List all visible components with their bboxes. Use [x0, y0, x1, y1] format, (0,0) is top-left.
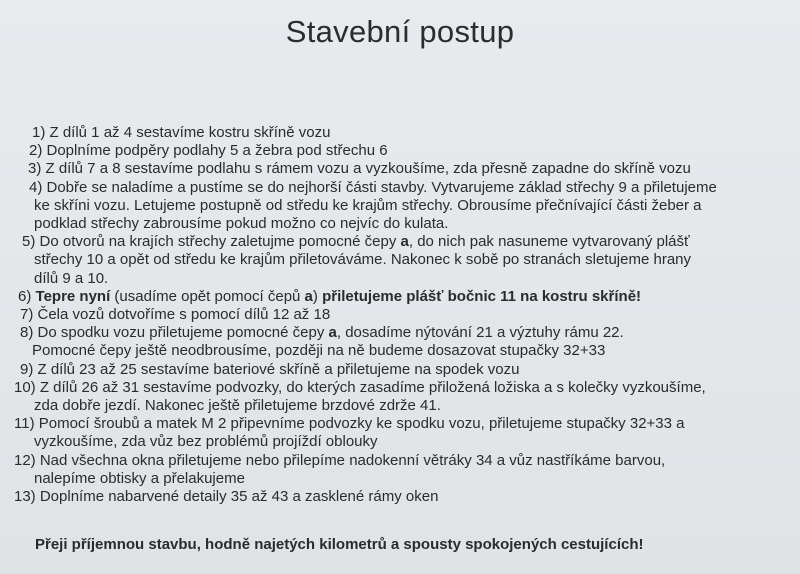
- step-line: 7) Čela vozů dotvoříme s pomocí dílů 12 až 18: [20, 306, 331, 324]
- step-7: [20, 306, 800, 324]
- step-line: 1) Z dílů 1 až 4 sestavíme kostru skříně vozu: [32, 124, 331, 141]
- step-line: 4) Dobře se naladíme a pustíme se do nejhorší části stavby. Vytvarujeme základ střechy 9 a přiletujeme: [29, 178, 717, 196]
- step-line: [18, 288, 800, 306]
- step-line: podklad střechy zabrousíme pokud možno co nejvíc do kulata.: [34, 215, 449, 233]
- step-line: 13) Doplníme nabarvené detaily 35 až 43 a zasklené rámy oken: [14, 488, 439, 506]
- step-line: [20, 324, 800, 342]
- step-13: [14, 488, 800, 506]
- step-line: střechy 10 a opět od středu ke krajům přiletováváme. Nakonec k sobě po stranách sletujeme hrany: [34, 251, 692, 269]
- pin-marker: a: [400, 233, 409, 251]
- step-6: [18, 288, 800, 306]
- step-9: [20, 361, 800, 379]
- step-text: ): [312, 287, 323, 305]
- step-line: 10) Z dílů 26 až 31 sestavíme podvozky, do kterých zasadíme přiložená ložiska a s kolečky vyzkoušíme,: [14, 378, 706, 396]
- step-text: 8) Do spodku vozu přiletujeme pomocné čepy: [20, 324, 325, 342]
- step-line: nalepíme obtisky a přelakujeme: [34, 469, 245, 487]
- step-line: 3) Z dílů 7 a 8 sestavíme podlahu s rámem vozu a vyzkoušíme, zda přesně zapadne do skříně vozu: [28, 160, 691, 178]
- step-2: [29, 142, 800, 160]
- step-text: , dosadíme nýtování 21 a výztuhy rámu 22.: [336, 324, 624, 342]
- pin-marker: a: [304, 287, 313, 305]
- step-3: [28, 160, 800, 178]
- steps-list: [0, 124, 800, 506]
- step-text: (usadíme opět pomocí čepů: [110, 287, 305, 305]
- step-10: [14, 379, 800, 415]
- step-1: [32, 124, 800, 142]
- step-line: vyzkoušíme, zda vůz bez problémů projíždí oblouky: [34, 433, 378, 451]
- step-4: [29, 179, 800, 234]
- pin-marker: a: [328, 324, 337, 342]
- closing-message: Přeji příjemnou stavbu, hodně najetých kilometrů a spousty spokojených cestujících!: [35, 536, 644, 553]
- step-line: dílů 9 a 10.: [34, 269, 109, 287]
- emphasis-text: přiletujeme plášť bočnic 11 na kostru skříně!: [322, 287, 642, 305]
- page-title: Stavební postup: [285, 14, 515, 49]
- step-text: 5) Do otvorů na krajích střechy zaletujme pomocné čepy: [22, 233, 397, 251]
- step-line: 2) Doplníme podpěry podlahy 5 a žebra pod střechu 6: [29, 142, 388, 160]
- step-5: [22, 233, 800, 288]
- step-line: [22, 233, 800, 251]
- step-text: , do nich pak nasuneme vytvarovaný plášť: [408, 233, 690, 251]
- step-line: ke skříni vozu. Letujeme postupně od středu ke krajům střechy. Obrousíme přečnívající části žeber a: [34, 196, 702, 214]
- step-line: Pomocné čepy ještě neodbrousíme, později na ně budeme dosazovat stupačky 32+33: [32, 342, 606, 360]
- step-11: [14, 415, 800, 451]
- step-line: 9) Z dílů 23 až 25 sestavíme bateriové skříně a přiletujeme na spodek vozu: [20, 360, 520, 378]
- step-8: [20, 324, 800, 360]
- step-12: [14, 452, 800, 488]
- step-line: 11) Pomocí šroubů a matek M 2 připevníme podvozky ke spodku vozu, přiletujeme stupačky 32+33 a: [14, 415, 685, 433]
- emphasis-text: Tepre nyní: [35, 287, 111, 305]
- step-line: zda dobře jezdí. Nakonec ještě přiletujeme brzdové zdrže 41.: [34, 397, 441, 415]
- step-line: 12) Nad všechna okna přiletujeme nebo přilepíme nadokenní větráky 34 a vůz nastříkáme barvou,: [14, 451, 666, 469]
- step-number: 6): [18, 287, 36, 305]
